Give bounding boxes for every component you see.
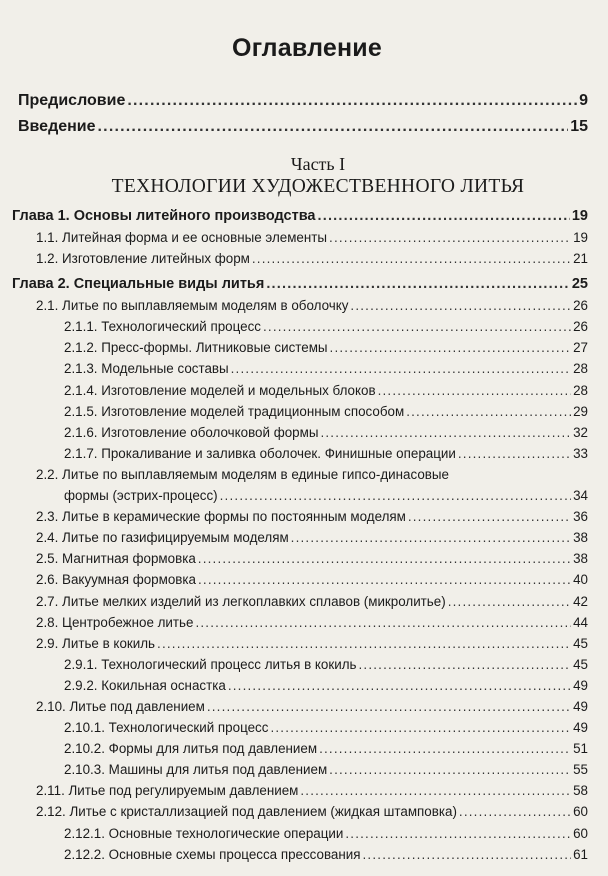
toc-entry[interactable] [12,337,588,358]
toc-entry[interactable] [12,675,588,696]
toc-entry[interactable] [12,548,588,569]
entry-label: 2.1.5. Изготовление моделей традиционным способом [64,403,405,419]
entry-page: 29 [573,403,588,419]
leader-dots [228,675,571,696]
entry-page: 15 [570,118,588,135]
toc-entry[interactable] [12,227,588,248]
leader-dots [198,548,571,569]
entry-label: 2.5. Магнитная формовка [36,551,196,567]
entry-page: 26 [573,298,588,314]
entry-label: 2.11. Литье под регулируемым давлением [36,783,299,799]
toc-entry-preface[interactable] [12,88,588,114]
toc-entry[interactable] [12,422,588,443]
toc-entry[interactable] [12,295,588,316]
entry-label: 2.3. Литье в керамические формы по постоянным моделям [36,509,406,525]
entry-label: 2.1.3. Модельные составы [64,361,229,377]
entry-label: 2.10.2. Формы для литья под давлением [64,741,318,757]
entry-label: 2.1.2. Пресс-формы. Литниковые системы [64,340,328,356]
toc-entry[interactable] [12,506,588,527]
entry-page: 33 [573,445,588,461]
entry-page: 49 [573,698,588,714]
leader-dots [330,337,572,358]
entry-label: Введение [18,118,96,135]
entry-label: 2.4. Литье по газифицируемым моделям [36,530,289,546]
leader-dots [157,633,571,654]
entry-page: 45 [573,635,588,651]
leader-dots [350,295,571,316]
entry-page: 38 [573,530,588,546]
leader-dots [270,717,571,738]
entry-page: 38 [573,551,588,567]
toc-entry[interactable] [12,780,588,801]
leader-dots [406,401,571,422]
entry-page: 28 [573,361,588,377]
toc-entry[interactable] [12,401,588,422]
toc-entry[interactable] [12,485,588,506]
entry-label: 2.6. Вакуумная формовка [36,572,196,588]
toc-entry[interactable] [12,801,588,822]
part-title: ТЕХНОЛОГИИ ХУДОЖЕСТВЕННОГО ЛИТЬЯ [111,176,525,197]
leader-dots [329,227,571,248]
entry-page: 28 [573,382,588,398]
entry-page: 36 [573,509,588,525]
entry-page: 40 [573,572,588,588]
leader-dots [127,88,577,114]
leader-dots [266,274,570,295]
toc-entry[interactable] [12,738,588,759]
entry-page: 42 [573,593,588,609]
toc-entry[interactable] [12,248,588,269]
leader-dots [195,612,571,633]
entry-label: Предисловие [18,92,126,109]
toc-chapter-1[interactable] [12,206,588,227]
entry-label: 2.10. Литье под давлением [36,698,205,714]
page-title: Оглавление [232,34,382,62]
entry-label: 2.7. Литье мелких изделий из легкоплавких сплавов (микролитье) [36,593,446,609]
leader-dots [252,248,571,269]
toc-entry[interactable] [12,358,588,379]
entry-page: 44 [573,614,588,630]
toc-entry[interactable] [12,316,588,337]
entry-page: 49 [573,677,588,693]
toc-chapter-2[interactable] [12,274,588,295]
leader-dots [98,114,569,140]
toc-entry[interactable] [12,759,588,780]
leader-dots [320,422,571,443]
toc-entry[interactable] [12,527,588,548]
leader-dots [378,380,572,401]
entry-label: 2.1.6. Изготовление оболочковой формы [64,424,319,440]
leader-dots [408,506,571,527]
entry-label: 2.10.1. Технологический процесс [64,720,269,736]
entry-label: 2.1.7. Прокаливание и заливка оболочек. Финишные операции [64,445,456,461]
toc-entry[interactable] [12,717,588,738]
leader-dots [231,358,571,379]
leader-dots [363,844,572,865]
entry-page: 19 [573,230,588,245]
leader-dots [207,696,571,717]
entry-page: 55 [573,762,588,778]
entry-page: 60 [573,804,588,820]
entry-page: 45 [573,656,588,672]
toc-entry[interactable] [12,443,588,464]
toc-entry[interactable] [12,633,588,654]
leader-dots [263,316,571,337]
entry-label: 1.1. Литейная форма и ее основные элементы [36,230,328,245]
toc-entry[interactable] [12,823,588,844]
chapter-label: Глава 1. Основы литейного производства [12,208,316,224]
entry-label: 2.1.4. Изготовление моделей и модельных блоков [64,382,376,398]
chapter-page: 19 [571,208,588,224]
toc-entry[interactable] [12,591,588,612]
entry-label: 2.1. Литье по выплавляемым моделям в оболочку [36,298,349,314]
toc-entry-line1[interactable]: 2.2. Литье по выплавляемым моделям в единые гипсо-динасовые [36,466,449,482]
entry-label: 2.12.1. Основные технологические операции [64,825,344,841]
entry-page: 27 [573,340,588,356]
entry-page: 58 [573,783,588,799]
entry-label: 2.1.1. Технологический процесс [64,319,261,335]
toc-entry[interactable] [12,696,588,717]
part-label: Часть I [290,154,346,174]
leader-dots [329,759,571,780]
entry-label: 2.12. Литье с кристаллизацией под давлением (жидкая штамповка) [36,804,457,820]
entry-page: 61 [573,846,588,862]
toc-entry[interactable] [12,380,588,401]
entry-page: 32 [573,424,588,440]
toc-entry[interactable] [12,844,588,865]
leader-dots [291,527,571,548]
leader-dots [459,801,571,822]
leader-dots [458,443,571,464]
entry-label: 2.12.2. Основные схемы процесса прессования [64,846,361,862]
entry-label: 2.8. Центробежное литье [36,614,194,630]
entry-label: 2.10.3. Машины для литья под давлением [64,762,328,778]
leader-dots [359,654,572,675]
entry-label: 2.9. Литье в кокиль [36,635,156,651]
chapter-label: Глава 2. Специальные виды литья [12,276,265,293]
toc-entry-introduction[interactable] [12,114,588,140]
leader-dots [220,485,571,506]
entry-label: 2.9.2. Кокильная оснастка [64,677,226,693]
entry-page: 51 [573,741,588,757]
leader-dots [319,738,571,759]
leader-dots [198,569,571,590]
toc-entry[interactable] [12,569,588,590]
toc-entry[interactable] [12,612,588,633]
part-heading [12,154,588,206]
toc-entry[interactable] [12,654,588,675]
entry-page: 9 [579,92,588,109]
entry-page: 26 [573,319,588,335]
leader-dots [345,823,571,844]
entry-label: 2.9.1. Технологический процесс литья в кокиль [64,656,357,672]
chapter-page: 25 [571,276,588,293]
leader-dots [318,206,570,227]
entry-label: 1.2. Изготовление литейных форм [36,251,250,267]
leader-dots [448,591,571,612]
entry-page: 21 [573,251,588,267]
entry-page: 49 [573,720,588,736]
leader-dots [300,780,571,801]
entry-page: 34 [573,488,588,504]
entry-label: формы (эстрих-процесс) [64,488,218,504]
entry-page: 60 [573,825,588,841]
